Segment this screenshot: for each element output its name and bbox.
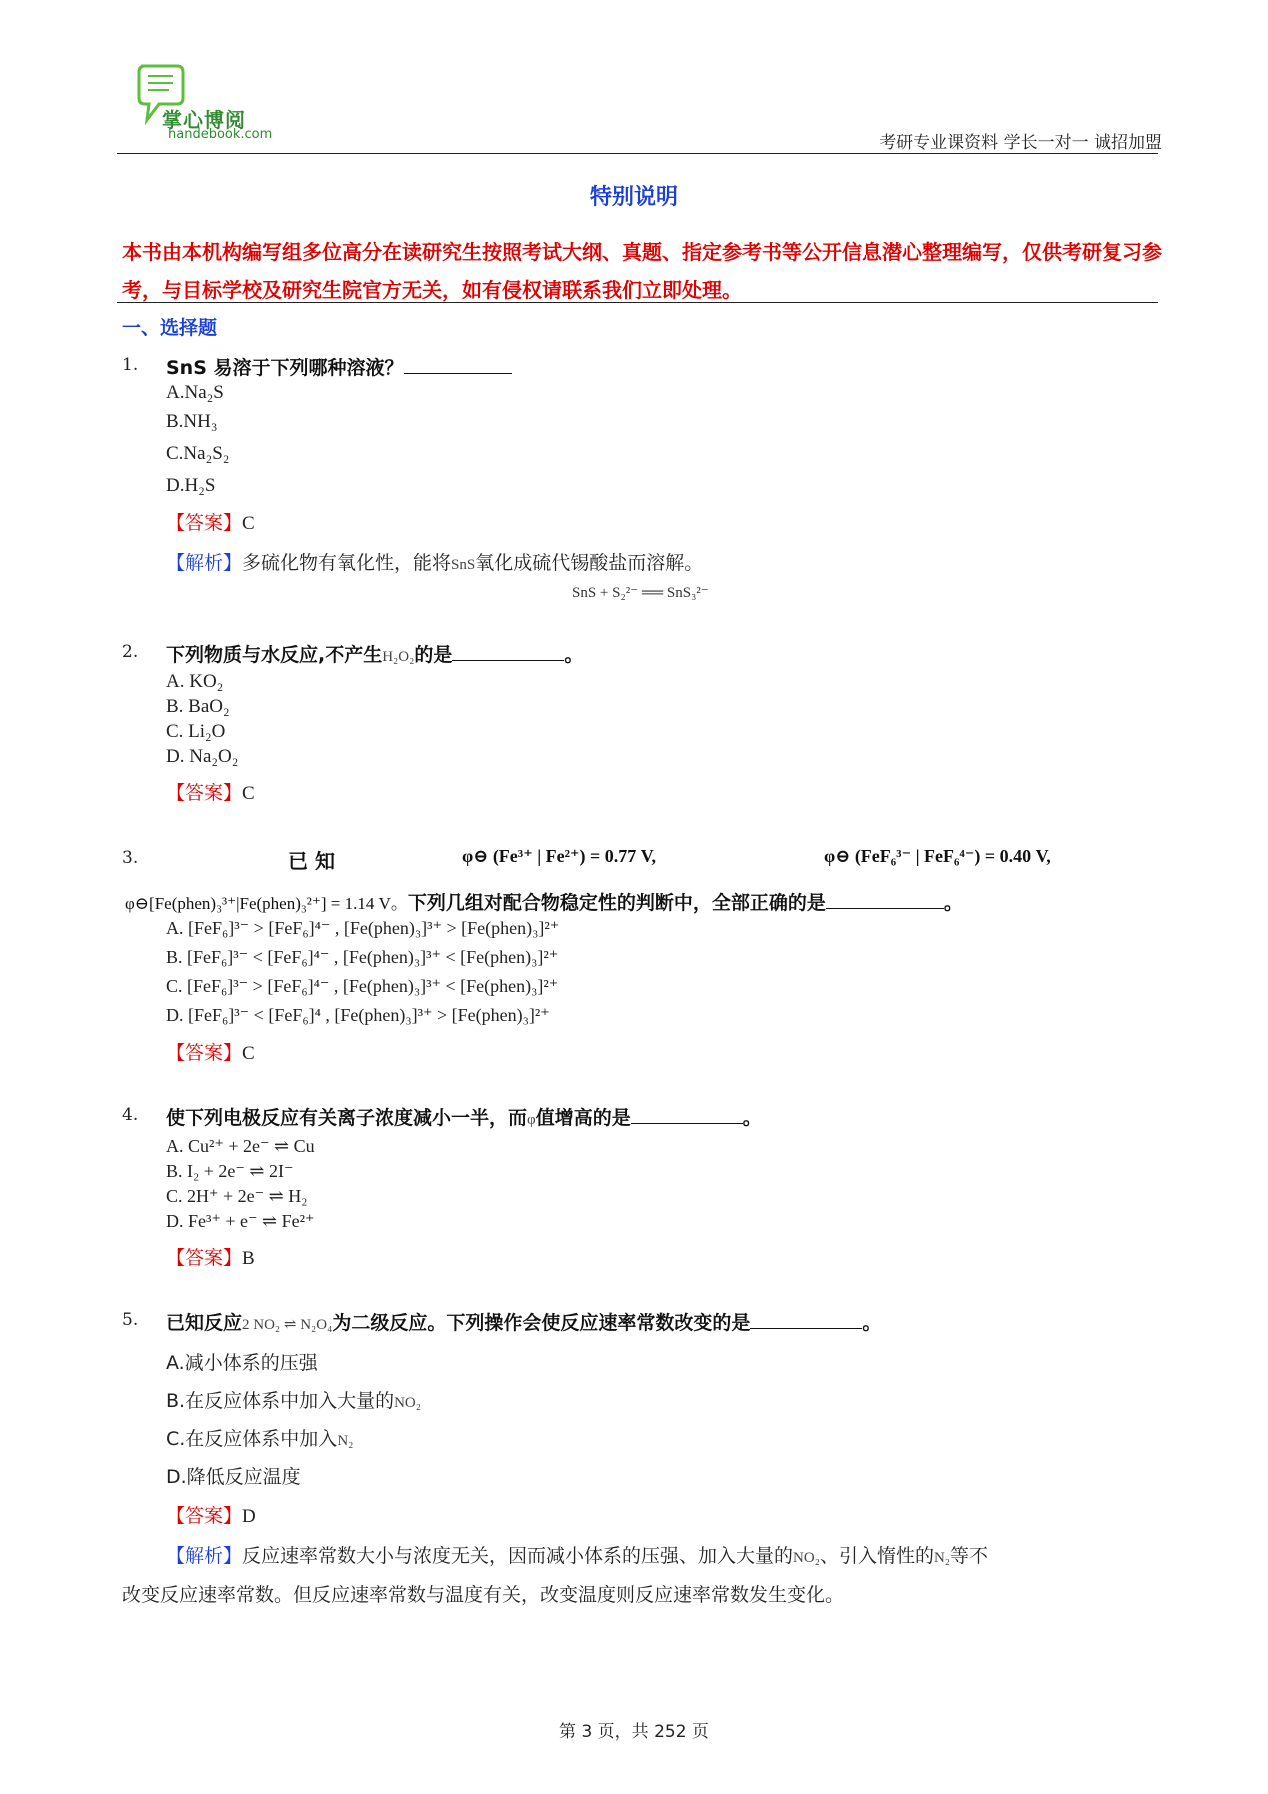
option-b: B. I₂ + 2e⁻ ⇌ 2I⁻	[166, 1161, 294, 1181]
phi-symbol: φ	[527, 1112, 536, 1128]
question-number: 3.	[122, 848, 139, 868]
option-text: A.减小体系的压强	[166, 1352, 318, 1374]
explanation-label: 【解析】	[166, 552, 243, 574]
chem-formula: N₂	[337, 1433, 354, 1449]
question-end: 。	[943, 892, 963, 914]
chem-formula: N₂	[933, 1550, 951, 1566]
question-stem: 已知反应	[166, 1312, 243, 1334]
answer-line	[166, 1243, 255, 1270]
answer-label: 【答案】	[166, 1042, 243, 1064]
chem-formula: NO₂	[793, 1550, 820, 1566]
option-c	[166, 1424, 353, 1451]
option-c: C.Na₂S₂	[166, 443, 230, 464]
question-known: 已 知	[288, 849, 335, 873]
answer-label: 【答案】	[166, 512, 243, 534]
answer-value: D	[242, 1506, 256, 1527]
question-end: 。	[862, 1312, 882, 1334]
answer-value: C	[242, 513, 255, 534]
potential-1: φ⊖ (Fe³⁺ | Fe²⁺) = 0.77 V,	[462, 846, 656, 866]
explanation	[166, 1541, 988, 1568]
question-end: 。	[742, 1107, 762, 1129]
section-divider	[117, 302, 1158, 303]
option-d: D.H₂S	[166, 475, 216, 496]
question-stem: 的是	[414, 644, 453, 666]
option-a: A.Na₂S	[166, 382, 224, 403]
question-stem: SnS 易溶于下列哪种溶液？	[166, 357, 404, 379]
question-number: 5.	[122, 1310, 139, 1330]
explanation-text: 、引入惰性的	[819, 1545, 934, 1567]
answer-blank	[631, 1105, 743, 1124]
option-d: D. [FeF₆]³⁻ < [FeF₆]⁴ , [Fe(phen)₃]³⁺ > [Fe(phen)₃]²⁺	[166, 1005, 550, 1025]
header-slogan: 考研专业课资料 学长一对一 诚招加盟	[879, 133, 1162, 153]
option-c: C. Li₂O	[166, 721, 226, 742]
explanation-text: 多硫化物有氧化性，能将	[242, 552, 452, 574]
question-stem: 使下列电极反应有关离子浓度减小一半，而	[166, 1107, 528, 1129]
answer-blank	[452, 642, 564, 661]
option-b: B.NH₃	[166, 411, 218, 432]
option-text: B.在反应体系中加入大量的	[166, 1390, 395, 1412]
option-d: D. Na₂O₂	[166, 746, 239, 767]
option-a: A. [FeF₆]³⁻ > [FeF₆]⁴⁻ , [Fe(phen)₃]³⁺ > [Fe(phen)₃]²⁺	[166, 918, 560, 938]
question-stem: 为二级反应。下列操作会使反应速率常数改变的是	[332, 1312, 751, 1334]
page-title: 特别说明	[589, 185, 678, 210]
option-c: C. 2H⁺ + 2e⁻ ⇌ H₂	[166, 1186, 308, 1206]
chem-formula: 2 NO₂ ⇌ N₂O₄	[242, 1317, 333, 1333]
chem-formula: SnS	[451, 557, 476, 573]
question-text	[166, 640, 583, 667]
question-stem: 值增高的是	[535, 1107, 631, 1129]
question-text	[125, 888, 963, 915]
answer-line	[166, 1038, 255, 1065]
option-b	[166, 1386, 421, 1413]
answer-value: C	[242, 783, 255, 804]
question-number: 4.	[122, 1105, 139, 1125]
question-stem: 下列物质与水反应,不产生	[166, 644, 383, 666]
chem-formula: NO₂	[394, 1395, 421, 1411]
logo-text: 掌心博阅	[162, 108, 246, 132]
answer-label: 【答案】	[166, 1247, 243, 1269]
question-stem: 下列几组对配合物稳定性的判断中，全部正确的是	[407, 892, 826, 914]
explanation-text: 等不	[950, 1545, 989, 1567]
explanation-text: 反应速率常数大小与浓度无关，因而减小体系的压强、加入大量的	[242, 1545, 794, 1567]
explanation	[166, 548, 703, 575]
copyright-notice: 本书由本机构编写组多位高分在读研究生按照考试大纲、真题、指定参考书等公开信息潜心整理编写，仅供考研复习参考，与目标学校及研究生院官方无关，如有侵权请联系我们立即处理。	[122, 240, 1162, 302]
reaction-equation: SnS + S₂²⁻ ══ SnS₃²⁻	[572, 585, 709, 601]
potential-2: φ⊖ (FeF₆³⁻ | FeF₆⁴⁻) = 0.40 V,	[824, 846, 1051, 866]
option-a: A. KO₂	[166, 671, 224, 692]
question-text	[166, 1308, 881, 1335]
answer-line	[166, 778, 255, 805]
explanation-text: 氧化成硫代锡酸盐而溶解。	[475, 552, 704, 574]
answer-label: 【答案】	[166, 782, 243, 804]
question-text	[166, 353, 512, 380]
question-number: 2.	[122, 642, 139, 662]
option-b: B. [FeF₆]³⁻ < [FeF₆]⁴⁻ , [Fe(phen)₃]³⁺ < [Fe(phen)₃]²⁺	[166, 947, 559, 967]
option-b: B. BaO₂	[166, 696, 230, 717]
option-a: A. Cu²⁺ + 2e⁻ ⇌ Cu	[166, 1136, 315, 1156]
question-end: 。	[564, 644, 584, 666]
answer-line	[166, 508, 255, 535]
answer-value: B	[242, 1248, 255, 1269]
explanation-continued: 改变反应速率常数。但反应速率常数与温度有关，改变温度则反应速率常数发生变化。	[122, 1584, 845, 1606]
option-a	[166, 1348, 318, 1375]
page-footer: 第 3 页，共 252 页	[559, 1722, 709, 1742]
option-text: C.在反应体系中加入	[166, 1428, 338, 1450]
option-text: D.降低反应温度	[166, 1466, 301, 1488]
answer-blank	[404, 355, 512, 374]
chem-formula: H₂O₂	[382, 649, 415, 665]
logo-url: handebook.com	[168, 127, 273, 142]
answer-blank	[826, 890, 944, 909]
answer-line	[166, 1501, 256, 1528]
header-divider	[117, 153, 1158, 154]
option-c: C. [FeF₆]³⁻ > [FeF₆]⁴⁻ , [Fe(phen)₃]³⁺ < [Fe(phen)₃]²⁺	[166, 976, 559, 996]
option-d	[166, 1462, 301, 1489]
answer-value: C	[242, 1043, 255, 1064]
question-number: 1.	[122, 355, 139, 375]
answer-blank	[750, 1310, 862, 1329]
question-text	[166, 1103, 762, 1130]
section-heading: 一、选择题	[122, 317, 218, 339]
option-d: D. Fe³⁺ + e⁻ ⇌ Fe²⁺	[166, 1211, 315, 1231]
potential-3: φ⊖[Fe(phen)₃³⁺|Fe(phen)₃²⁺] = 1.14 V。	[125, 894, 408, 913]
explanation-label: 【解析】	[166, 1545, 243, 1567]
answer-label: 【答案】	[166, 1505, 243, 1527]
